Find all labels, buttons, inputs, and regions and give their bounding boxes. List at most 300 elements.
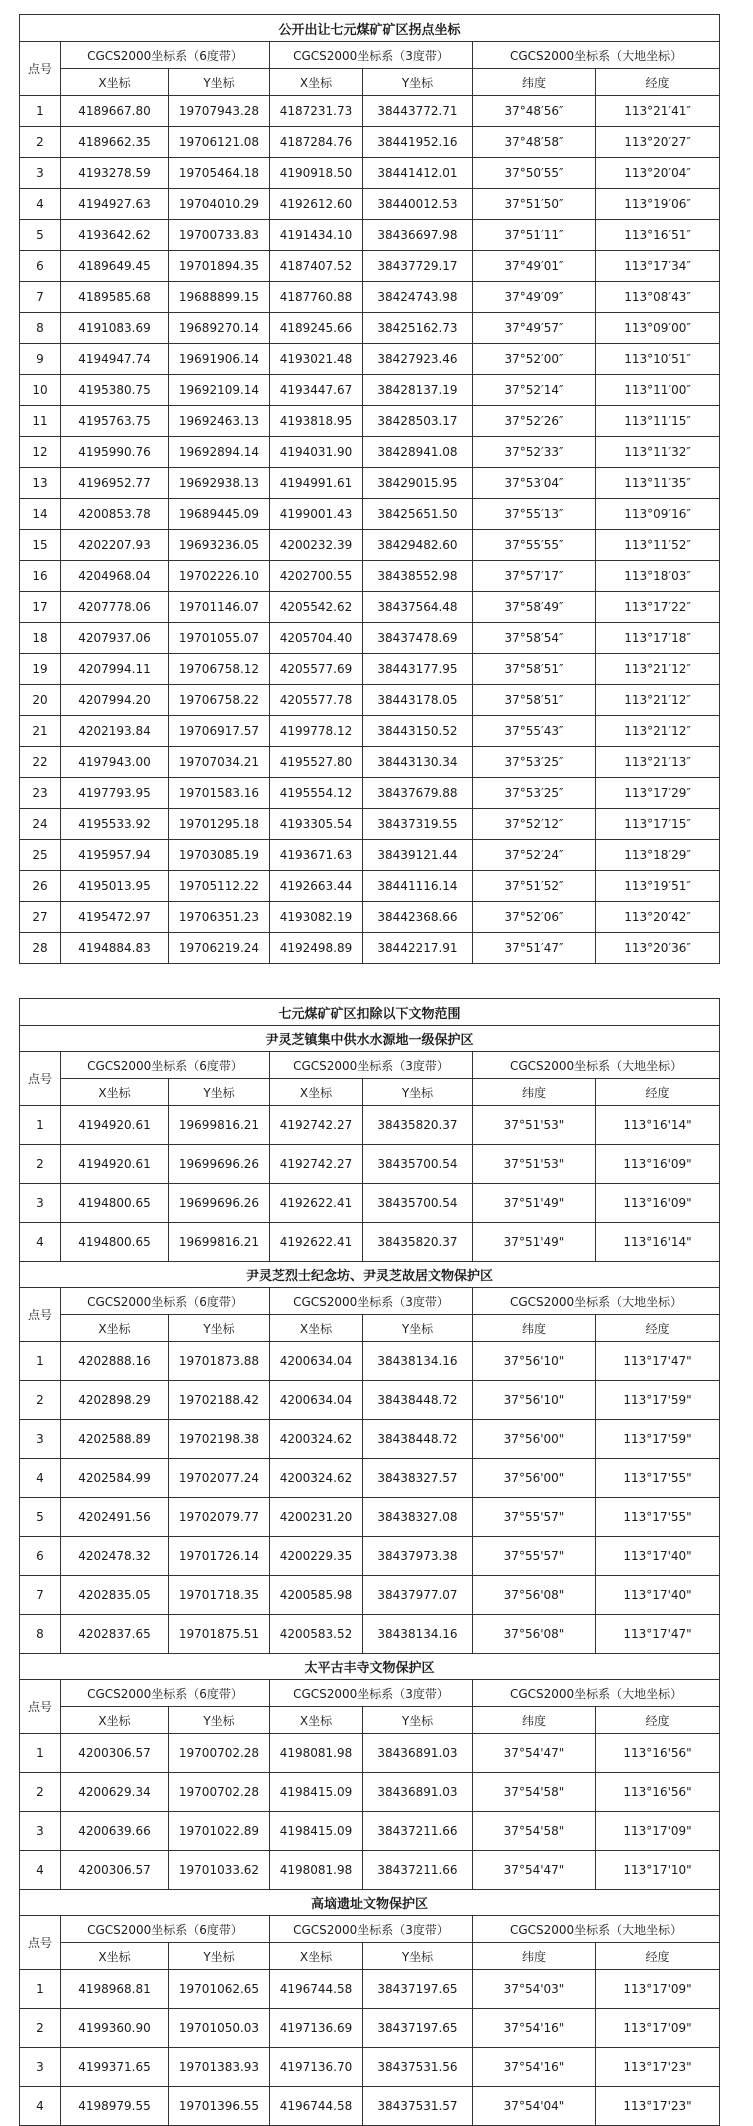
y3-header: Y坐标	[363, 1315, 473, 1342]
table-row	[20, 1342, 720, 1381]
lat-header: 纬度	[473, 1707, 596, 1734]
x3-cell: 4191434.10	[270, 220, 363, 251]
table-row	[20, 1498, 720, 1537]
lon-cell: 113°17'09"	[596, 1812, 720, 1851]
lat-cell: 37°57′17″	[473, 561, 596, 592]
y3-cell: 38443177.95	[363, 654, 473, 685]
point-cell: 2	[20, 1773, 61, 1812]
x3-cell: 4192742.27	[270, 1145, 363, 1184]
point-cell: 9	[20, 344, 61, 375]
section-title-row	[20, 1026, 720, 1052]
y3-cell: 38443178.05	[363, 685, 473, 716]
sys6-col-header: CGCS2000坐标系（6度带）	[61, 42, 270, 69]
sys6-col-header: CGCS2000坐标系（6度带）	[61, 1052, 270, 1079]
y3-cell: 38437531.56	[363, 2048, 473, 2087]
table-row	[20, 282, 720, 313]
point-col-header: 点号	[20, 1288, 61, 1342]
table-row	[20, 809, 720, 840]
table-row	[20, 1184, 720, 1223]
lat-cell: 37°51′50″	[473, 189, 596, 220]
y3-cell: 38437531.57	[363, 2087, 473, 2126]
x6-cell: 4194927.63	[61, 189, 169, 220]
point-cell: 3	[20, 1812, 61, 1851]
lat-cell: 37°54'58"	[473, 1773, 596, 1812]
lon-header: 经度	[596, 1079, 720, 1106]
table-row	[20, 747, 720, 778]
lat-cell: 37°54'04"	[473, 2087, 596, 2126]
point-cell: 4	[20, 1223, 61, 1262]
x3-cell: 4192612.60	[270, 189, 363, 220]
x3-cell: 4193021.48	[270, 344, 363, 375]
lat-cell: 37°55′55″	[473, 530, 596, 561]
table-row	[20, 1106, 720, 1145]
table-row	[20, 592, 720, 623]
y6-cell: 19701875.51	[169, 1615, 270, 1654]
lat-cell: 37°52′14″	[473, 375, 596, 406]
y6-cell: 19701146.07	[169, 592, 270, 623]
lon-header: 经度	[596, 1315, 720, 1342]
lon-cell: 113°17′18″	[596, 623, 720, 654]
x3-cell: 4187407.52	[270, 251, 363, 282]
lat-header: 纬度	[473, 1315, 596, 1342]
x3-cell: 4199001.43	[270, 499, 363, 530]
x3-cell: 4200634.04	[270, 1342, 363, 1381]
table-row	[20, 1576, 720, 1615]
y6-cell: 19702188.42	[169, 1381, 270, 1420]
section-title: 尹灵芝烈士纪念坊、尹灵芝故居文物保护区	[20, 1262, 720, 1288]
table-row	[20, 778, 720, 809]
y3-header: Y坐标	[363, 1943, 473, 1970]
lat-cell: 37°56'10"	[473, 1381, 596, 1420]
x6-header: X坐标	[61, 69, 169, 96]
point-cell: 10	[20, 375, 61, 406]
y6-cell: 19701050.03	[169, 2009, 270, 2048]
y6-cell: 19701383.93	[169, 2048, 270, 2087]
lat-cell: 37°56'00"	[473, 1459, 596, 1498]
y6-cell: 19706219.24	[169, 933, 270, 964]
point-cell: 4	[20, 1459, 61, 1498]
table-row	[20, 654, 720, 685]
x6-cell: 4202478.32	[61, 1537, 169, 1576]
x3-cell: 4202700.55	[270, 561, 363, 592]
point-cell: 8	[20, 1615, 61, 1654]
sys3-col-header: CGCS2000坐标系（3度带）	[270, 42, 473, 69]
lat-cell: 37°54'47"	[473, 1734, 596, 1773]
table-row	[20, 1970, 720, 2009]
point-col-header: 点号	[20, 1680, 61, 1734]
y6-cell: 19706351.23	[169, 902, 270, 933]
lat-cell: 37°54'58"	[473, 1812, 596, 1851]
lon-cell: 113°17'55"	[596, 1498, 720, 1537]
y6-cell: 19706758.12	[169, 654, 270, 685]
point-cell: 3	[20, 1420, 61, 1459]
lon-cell: 113°18′03″	[596, 561, 720, 592]
x6-cell: 4189662.35	[61, 127, 169, 158]
table-row	[20, 437, 720, 468]
y6-cell: 19707034.21	[169, 747, 270, 778]
x6-cell: 4189585.68	[61, 282, 169, 313]
lat-cell: 37°55'57"	[473, 1537, 596, 1576]
y6-cell: 19692938.13	[169, 468, 270, 499]
lat-cell: 37°52′12″	[473, 809, 596, 840]
geo-col-header: CGCS2000坐标系（大地坐标）	[473, 1680, 720, 1707]
y6-cell: 19701033.62	[169, 1851, 270, 1890]
point-cell: 2	[20, 1145, 61, 1184]
y6-cell: 19703085.19	[169, 840, 270, 871]
x3-cell: 4193082.19	[270, 902, 363, 933]
y3-header: Y坐标	[363, 1707, 473, 1734]
lat-cell: 37°53′25″	[473, 747, 596, 778]
table-row	[20, 313, 720, 344]
x3-cell: 4205577.69	[270, 654, 363, 685]
x3-header: X坐标	[270, 69, 363, 96]
y3-cell: 38438327.08	[363, 1498, 473, 1537]
y6-header: Y坐标	[169, 1315, 270, 1342]
lat-header: 纬度	[473, 1943, 596, 1970]
x6-cell: 4195472.97	[61, 902, 169, 933]
table-row	[20, 1615, 720, 1654]
lat-cell: 37°58′49″	[473, 592, 596, 623]
x6-cell: 4202888.16	[61, 1342, 169, 1381]
y3-cell: 38437564.48	[363, 592, 473, 623]
lat-cell: 37°58′51″	[473, 654, 596, 685]
y6-cell: 19702079.77	[169, 1498, 270, 1537]
lat-cell: 37°51'53"	[473, 1106, 596, 1145]
table-row	[20, 716, 720, 747]
lon-cell: 113°17'09"	[596, 2009, 720, 2048]
geo-col-header: CGCS2000坐标系（大地坐标）	[473, 1916, 720, 1943]
point-col-header: 点号	[20, 42, 61, 96]
x6-cell: 4199360.90	[61, 2009, 169, 2048]
x3-cell: 4198081.98	[270, 1734, 363, 1773]
y3-cell: 38437211.66	[363, 1812, 473, 1851]
y3-cell: 38437679.88	[363, 778, 473, 809]
header-group-row	[20, 1916, 720, 1943]
lat-cell: 37°55'57"	[473, 1498, 596, 1537]
x3-cell: 4200634.04	[270, 1381, 363, 1420]
table-row	[20, 1420, 720, 1459]
lat-cell: 37°56'08"	[473, 1615, 596, 1654]
y6-header: Y坐标	[169, 1707, 270, 1734]
x3-cell: 4195527.80	[270, 747, 363, 778]
lon-cell: 113°17′15″	[596, 809, 720, 840]
y6-cell: 19702077.24	[169, 1459, 270, 1498]
table-row	[20, 127, 720, 158]
y3-cell: 38441412.01	[363, 158, 473, 189]
lon-cell: 113°16'09"	[596, 1145, 720, 1184]
x3-cell: 4194991.61	[270, 468, 363, 499]
x6-cell: 4200853.78	[61, 499, 169, 530]
point-cell: 15	[20, 530, 61, 561]
y3-cell: 38442368.66	[363, 902, 473, 933]
x6-cell: 4189649.45	[61, 251, 169, 282]
header-sub-row	[20, 69, 720, 96]
x6-cell: 4200306.57	[61, 1734, 169, 1773]
lat-cell: 37°55′13″	[473, 499, 596, 530]
x3-cell: 4200324.62	[270, 1459, 363, 1498]
point-cell: 3	[20, 2048, 61, 2087]
table-row	[20, 530, 720, 561]
x6-cell: 4193642.62	[61, 220, 169, 251]
lat-cell: 37°58′54″	[473, 623, 596, 654]
y3-cell: 38440012.53	[363, 189, 473, 220]
table1-title-row	[20, 15, 720, 42]
y6-cell: 19688899.15	[169, 282, 270, 313]
y3-cell: 38438134.16	[363, 1342, 473, 1381]
table-row	[20, 1734, 720, 1773]
y6-cell: 19704010.29	[169, 189, 270, 220]
y3-cell: 38437211.66	[363, 1851, 473, 1890]
point-cell: 17	[20, 592, 61, 623]
y6-cell: 19706121.08	[169, 127, 270, 158]
x6-header: X坐标	[61, 1315, 169, 1342]
table-row	[20, 96, 720, 127]
lon-cell: 113°20′42″	[596, 902, 720, 933]
y6-cell: 19705464.18	[169, 158, 270, 189]
x6-cell: 4195380.75	[61, 375, 169, 406]
lon-header: 经度	[596, 69, 720, 96]
point-cell: 14	[20, 499, 61, 530]
x3-cell: 4193818.95	[270, 406, 363, 437]
lon-cell: 113°21′12″	[596, 685, 720, 716]
point-cell: 28	[20, 933, 61, 964]
x6-cell: 4207778.06	[61, 592, 169, 623]
section-title-row	[20, 1890, 720, 1916]
x6-cell: 4207994.20	[61, 685, 169, 716]
point-cell: 2	[20, 1381, 61, 1420]
lon-cell: 113°17'23"	[596, 2087, 720, 2126]
sys3-col-header: CGCS2000坐标系（3度带）	[270, 1916, 473, 1943]
table-row	[20, 1851, 720, 1890]
header-sub-row	[20, 1315, 720, 1342]
y6-cell: 19699696.26	[169, 1145, 270, 1184]
lon-cell: 113°20′27″	[596, 127, 720, 158]
x6-cell: 4202584.99	[61, 1459, 169, 1498]
x6-cell: 4202835.05	[61, 1576, 169, 1615]
table-row	[20, 468, 720, 499]
lon-cell: 113°17'40"	[596, 1537, 720, 1576]
y6-cell: 19706917.57	[169, 716, 270, 747]
table-row	[20, 685, 720, 716]
x6-cell: 4194920.61	[61, 1106, 169, 1145]
x6-cell: 4202588.89	[61, 1420, 169, 1459]
lat-cell: 37°58′51″	[473, 685, 596, 716]
section-title-row	[20, 1654, 720, 1680]
lon-cell: 113°17'55"	[596, 1459, 720, 1498]
header-group-row	[20, 42, 720, 69]
x3-cell: 4196744.58	[270, 1970, 363, 2009]
x3-cell: 4198081.98	[270, 1851, 363, 1890]
geo-col-header: CGCS2000坐标系（大地坐标）	[473, 1288, 720, 1315]
x3-cell: 4193447.67	[270, 375, 363, 406]
lon-cell: 113°17'47"	[596, 1615, 720, 1654]
y3-cell: 38437197.65	[363, 2009, 473, 2048]
point-cell: 22	[20, 747, 61, 778]
x3-cell: 4193305.54	[270, 809, 363, 840]
lat-cell: 37°52′33″	[473, 437, 596, 468]
mine-boundary-table	[19, 14, 720, 964]
x6-cell: 4194800.65	[61, 1223, 169, 1262]
x3-cell: 4200231.20	[270, 1498, 363, 1537]
x3-cell: 4192622.41	[270, 1223, 363, 1262]
exclusion-areas-table	[19, 998, 720, 2126]
lon-cell: 113°16'14"	[596, 1106, 720, 1145]
y3-cell: 38443772.71	[363, 96, 473, 127]
point-cell: 3	[20, 1184, 61, 1223]
x6-cell: 4197793.95	[61, 778, 169, 809]
x6-cell: 4189667.80	[61, 96, 169, 127]
x3-cell: 4187760.88	[270, 282, 363, 313]
point-cell: 4	[20, 2087, 61, 2126]
x6-cell: 4194800.65	[61, 1184, 169, 1223]
lon-cell: 113°21′41″	[596, 96, 720, 127]
lon-cell: 113°17′22″	[596, 592, 720, 623]
x3-cell: 4192622.41	[270, 1184, 363, 1223]
point-cell: 8	[20, 313, 61, 344]
table-row	[20, 1145, 720, 1184]
x3-cell: 4198415.09	[270, 1773, 363, 1812]
point-cell: 26	[20, 871, 61, 902]
x6-cell: 4195957.94	[61, 840, 169, 871]
lon-cell: 113°21′13″	[596, 747, 720, 778]
x3-header: X坐标	[270, 1943, 363, 1970]
point-cell: 4	[20, 1851, 61, 1890]
table-row	[20, 623, 720, 654]
sys6-col-header: CGCS2000坐标系（6度带）	[61, 1916, 270, 1943]
x6-cell: 4198968.81	[61, 1970, 169, 2009]
table-row	[20, 933, 720, 964]
x3-cell: 4189245.66	[270, 313, 363, 344]
point-cell: 23	[20, 778, 61, 809]
y3-cell: 38435700.54	[363, 1184, 473, 1223]
table-row	[20, 1773, 720, 1812]
x6-cell: 4196952.77	[61, 468, 169, 499]
y3-cell: 38438448.72	[363, 1381, 473, 1420]
x3-cell: 4193671.63	[270, 840, 363, 871]
point-cell: 7	[20, 282, 61, 313]
y3-cell: 38441952.16	[363, 127, 473, 158]
y3-cell: 38437319.55	[363, 809, 473, 840]
y3-cell: 38435700.54	[363, 1145, 473, 1184]
lat-cell: 37°51'53"	[473, 1145, 596, 1184]
y6-cell: 19700702.28	[169, 1773, 270, 1812]
y3-cell: 38437729.17	[363, 251, 473, 282]
x3-cell: 4192663.44	[270, 871, 363, 902]
x3-cell: 4205704.40	[270, 623, 363, 654]
y6-cell: 19701022.89	[169, 1812, 270, 1851]
lat-cell: 37°51′11″	[473, 220, 596, 251]
lat-cell: 37°52′24″	[473, 840, 596, 871]
x3-cell: 4194031.90	[270, 437, 363, 468]
y6-cell: 19701726.14	[169, 1537, 270, 1576]
point-cell: 25	[20, 840, 61, 871]
lat-cell: 37°49′01″	[473, 251, 596, 282]
y3-cell: 38428941.08	[363, 437, 473, 468]
lat-cell: 37°48′58″	[473, 127, 596, 158]
y3-cell: 38436891.03	[363, 1734, 473, 1773]
sys6-col-header: CGCS2000坐标系（6度带）	[61, 1288, 270, 1315]
table-row	[20, 1537, 720, 1576]
y3-cell: 38438448.72	[363, 1420, 473, 1459]
lat-cell: 37°51'49"	[473, 1184, 596, 1223]
lon-cell: 113°17'09"	[596, 1970, 720, 2009]
lon-cell: 113°17'10"	[596, 1851, 720, 1890]
x6-cell: 4197943.00	[61, 747, 169, 778]
x6-cell: 4207994.11	[61, 654, 169, 685]
lon-cell: 113°20′04″	[596, 158, 720, 189]
table-row	[20, 2048, 720, 2087]
x3-cell: 4199778.12	[270, 716, 363, 747]
y6-cell: 19692109.14	[169, 375, 270, 406]
table-row	[20, 840, 720, 871]
y6-header: Y坐标	[169, 69, 270, 96]
table1-title: 公开出让七元煤矿矿区拐点坐标	[20, 15, 720, 42]
y3-cell: 38438327.57	[363, 1459, 473, 1498]
section-title: 太平古丰寺文物保护区	[20, 1654, 720, 1680]
lon-cell: 113°16'14"	[596, 1223, 720, 1262]
point-cell: 3	[20, 158, 61, 189]
lat-cell: 37°53′04″	[473, 468, 596, 499]
y6-cell: 19700702.28	[169, 1734, 270, 1773]
x6-cell: 4199371.65	[61, 2048, 169, 2087]
section-title: 尹灵芝镇集中供水水源地一级保护区	[20, 1026, 720, 1052]
lat-cell: 37°50′55″	[473, 158, 596, 189]
section-title: 高垴遗址文物保护区	[20, 1890, 720, 1916]
x6-cell: 4202837.65	[61, 1615, 169, 1654]
y6-cell: 19706758.22	[169, 685, 270, 716]
lat-cell: 37°54'47"	[473, 1851, 596, 1890]
x6-cell: 4195533.92	[61, 809, 169, 840]
y6-cell: 19689270.14	[169, 313, 270, 344]
lon-cell: 113°10′51″	[596, 344, 720, 375]
y3-cell: 38437973.38	[363, 1537, 473, 1576]
lon-cell: 113°17'59"	[596, 1420, 720, 1459]
y6-cell: 19691906.14	[169, 344, 270, 375]
x3-cell: 4192742.27	[270, 1106, 363, 1145]
x3-header: X坐标	[270, 1315, 363, 1342]
lat-cell: 37°54'16"	[473, 2048, 596, 2087]
lon-cell: 113°11′00″	[596, 375, 720, 406]
x3-cell: 4195554.12	[270, 778, 363, 809]
table-row	[20, 1812, 720, 1851]
x3-cell: 4192498.89	[270, 933, 363, 964]
y6-cell: 19699816.21	[169, 1223, 270, 1262]
lat-cell: 37°51′47″	[473, 933, 596, 964]
lon-cell: 113°11′32″	[596, 437, 720, 468]
x6-header: X坐标	[61, 1707, 169, 1734]
lat-cell: 37°48′56″	[473, 96, 596, 127]
sys3-col-header: CGCS2000坐标系（3度带）	[270, 1680, 473, 1707]
y3-cell: 38438552.98	[363, 561, 473, 592]
lon-cell: 113°17′34″	[596, 251, 720, 282]
x6-cell: 4195990.76	[61, 437, 169, 468]
x6-cell: 4194920.61	[61, 1145, 169, 1184]
point-cell: 2	[20, 127, 61, 158]
table2-title-row	[20, 999, 720, 1026]
lat-cell: 37°56'00"	[473, 1420, 596, 1459]
lon-cell: 113°16'09"	[596, 1184, 720, 1223]
lat-cell: 37°56'10"	[473, 1342, 596, 1381]
x3-cell: 4190918.50	[270, 158, 363, 189]
lat-cell: 37°52′26″	[473, 406, 596, 437]
x3-cell: 4196744.58	[270, 2087, 363, 2126]
table-row	[20, 251, 720, 282]
lon-cell: 113°16'56"	[596, 1734, 720, 1773]
point-cell: 1	[20, 96, 61, 127]
header-group-row	[20, 1052, 720, 1079]
table-row	[20, 2009, 720, 2048]
point-cell: 24	[20, 809, 61, 840]
